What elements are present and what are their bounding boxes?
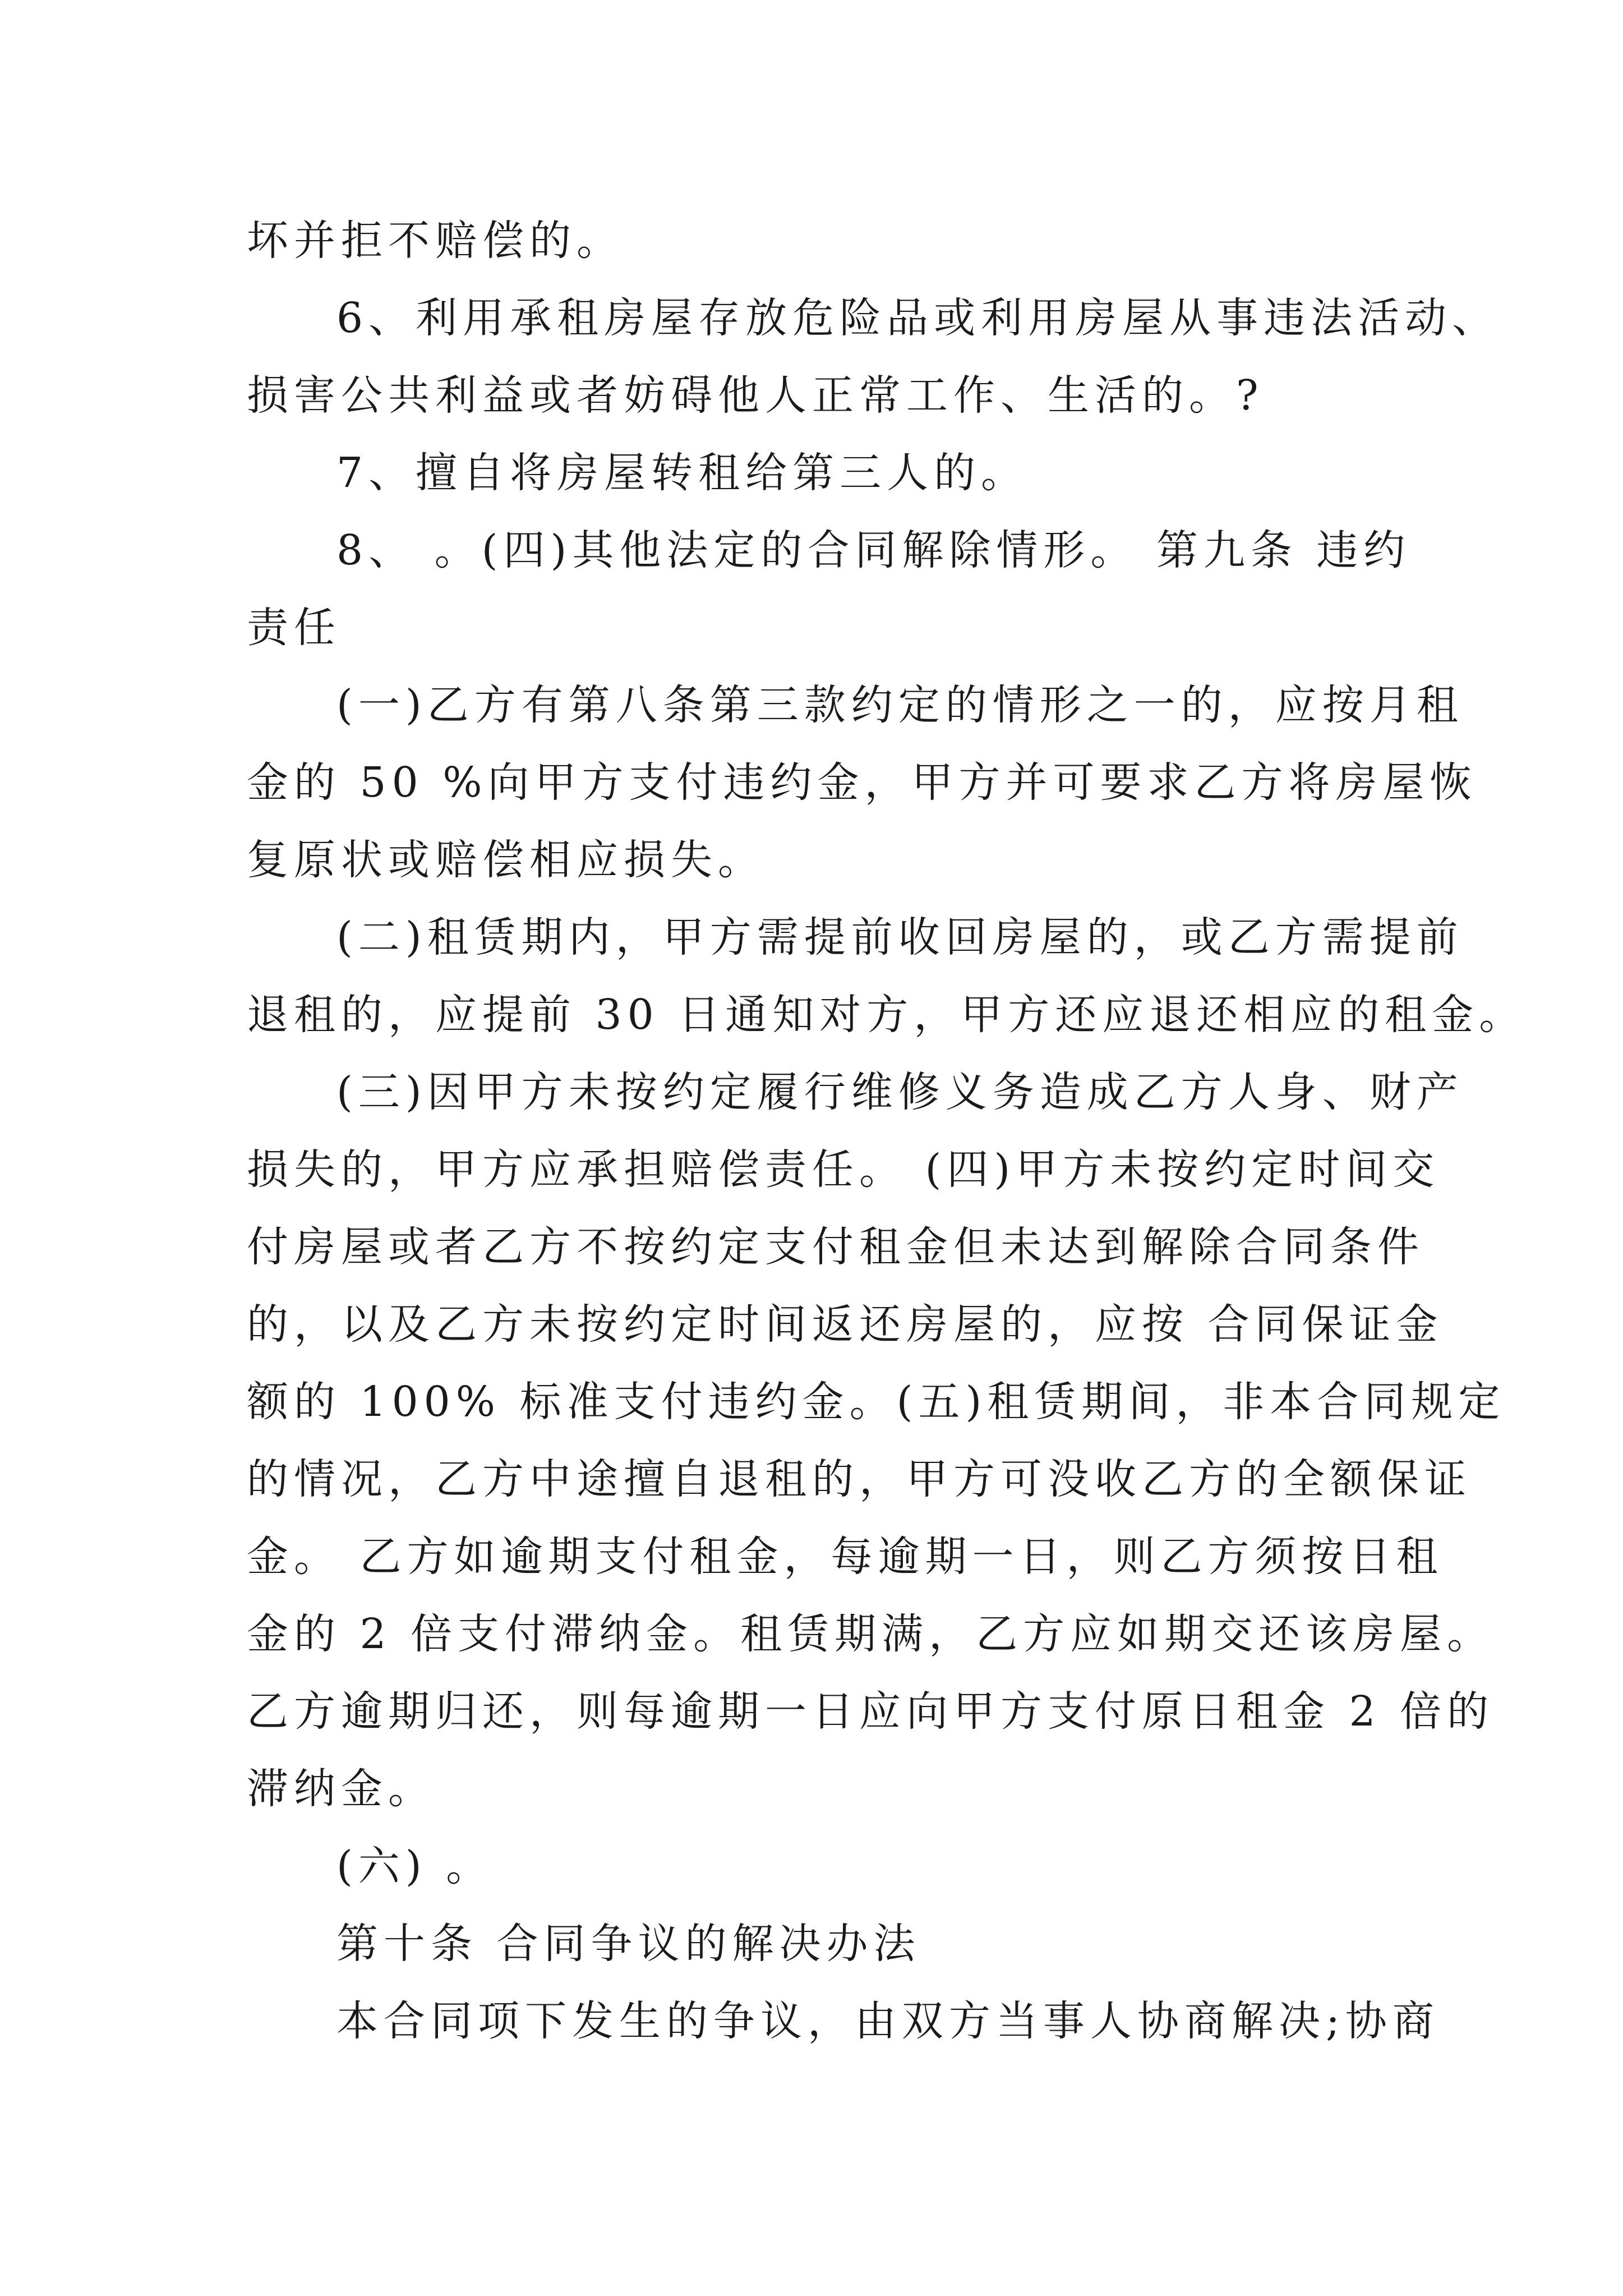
- text-line: (三)因甲方未按约定履行维修义务造成乙方人身、财产: [336, 1068, 1464, 1116]
- text-line: 第十条 合同争议的解决办法: [336, 1920, 921, 1968]
- text-line: 的情况，乙方中途擅自退租的，甲方可没收乙方的全额保证: [247, 1455, 1472, 1503]
- text-line: 的，以及乙方未按约定时间返还房屋的，应按 合同保证金: [247, 1300, 1444, 1349]
- text-line: 6、利用承租房屋存放危险品或利用房屋从事违法活动、: [336, 294, 1500, 342]
- text-line: 坏并拒不赔偿的。: [247, 217, 624, 265]
- text-line: 额的 100% 标准支付违约金。(五)租赁期间，非本合同规定: [247, 1378, 1506, 1426]
- text-line: 滞纳金。: [247, 1765, 435, 1813]
- text-line: 7、擅自将房屋转租给第三人的。: [336, 449, 1029, 497]
- text-line: 金的 2 倍支付滞纳金。租赁期满，乙方应如期交还该房屋。: [247, 1610, 1495, 1658]
- text-line: 乙方逾期归还，则每逾期一日应向甲方支付原日租金 2 倍的: [247, 1687, 1495, 1736]
- text-line: 金的 50 %向甲方支付违约金，甲方并可要求乙方将房屋恢: [247, 758, 1477, 807]
- text-line: 损失的，甲方应承担赔偿责任。 (四)甲方未按约定时间交: [247, 1145, 1440, 1194]
- text-line: 本合同项下发生的争议，由双方当事人协商解决;协商: [336, 1997, 1440, 2045]
- text-line: 金。 乙方如逾期支付租金，每逾期一日，则乙方须按日租: [247, 1533, 1444, 1581]
- text-line: 损害公共利益或者妨碍他人正常工作、生活的。?: [247, 371, 1264, 420]
- text-line: (六) 。: [336, 1842, 494, 1890]
- text-line: (一)乙方有第八条第三款约定的情形之一的，应按月租: [336, 681, 1464, 729]
- text-line: 复原状或赔偿相应损失。: [247, 836, 765, 884]
- text-line: (二)租赁期内，甲方需提前收回房屋的，或乙方需提前: [336, 913, 1464, 961]
- text-line: 8、 。(四)其他法定的合同解除情形。 第九条 违约: [336, 526, 1411, 574]
- text-line: 退租的，应提前 30 日通知对方，甲方还应退还相应的租金。: [247, 991, 1527, 1039]
- text-line: 责任: [247, 604, 341, 652]
- text-line: 付房屋或者乙方不按约定支付租金但未达到解除合同条件: [247, 1223, 1424, 1271]
